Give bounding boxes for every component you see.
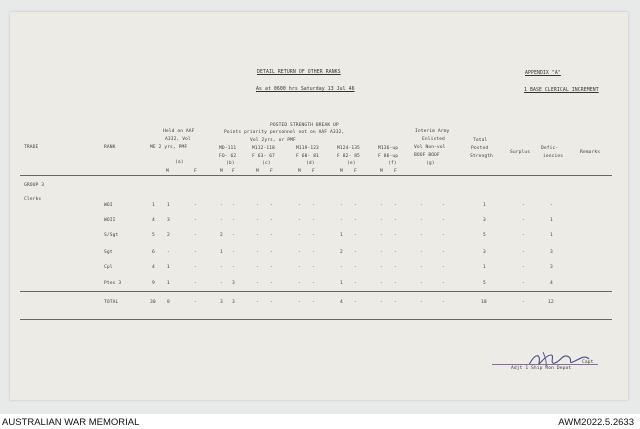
row-total-posted: 1 [483, 203, 486, 208]
band-c-line1: M112-118 [252, 146, 275, 151]
row-cell: - [194, 281, 197, 286]
row-cell: - [354, 281, 357, 286]
row-cell: - [298, 203, 301, 208]
totals-surplus: - [522, 300, 525, 305]
row-cell: - [270, 281, 273, 286]
row-cell: - [232, 203, 235, 208]
sex-subheading: M [220, 169, 223, 174]
row-deficiencies: 3 [550, 250, 553, 255]
row-cell: - [194, 233, 197, 238]
row-cell: - [420, 233, 423, 238]
row-cell: 1 [167, 203, 170, 208]
row-cell: - [220, 218, 223, 223]
row-cell: - [270, 203, 273, 208]
row-cell: 1 [220, 250, 223, 255]
totals-cell: - [420, 300, 423, 305]
trade-label: Clerks [24, 197, 42, 202]
row-cell: - [420, 281, 423, 286]
sex-subheading: F [354, 169, 357, 174]
col-posted-line2: Points priority personnel not on AAF A332, [224, 130, 345, 135]
totals-cell: - [394, 300, 397, 305]
totals-cell: - [298, 300, 301, 305]
row-cell: - [270, 265, 273, 270]
row-cell: 1 [340, 233, 343, 238]
sex-subheading: F [312, 169, 315, 174]
row-surplus: - [522, 250, 525, 255]
col-remarks: Remarks [580, 150, 601, 155]
col-held-line1: Held on AAF [163, 129, 195, 134]
unit-name: 1 BASE CLERICAL INCREMENT [524, 88, 599, 93]
band-f-line1: M136-up [378, 146, 399, 151]
row-cell: - [298, 265, 301, 270]
row-cell: 1 [167, 265, 170, 270]
row-rank: Cpl [104, 265, 113, 270]
row-cell: - [298, 281, 301, 286]
row-cell: - [194, 203, 197, 208]
row-cell: - [394, 250, 397, 255]
row-cell: - [256, 250, 259, 255]
col-interim-line3: Vol Non-vol [414, 145, 446, 150]
row-cell: - [380, 233, 383, 238]
col-total-line1: Total [473, 138, 488, 143]
row-cell: - [232, 250, 235, 255]
sex-subheading: F [394, 169, 397, 174]
totals-total-posted: 18 [481, 300, 487, 305]
row-cell: - [312, 281, 315, 286]
row-surplus: - [522, 203, 525, 208]
col-total-line3: Strength [470, 154, 493, 159]
appendix-label: APPENDIX "A" [525, 71, 561, 76]
row-cell: - [442, 233, 445, 238]
row-cell: - [380, 281, 383, 286]
band-e-line2: F 82- 85 [337, 154, 360, 159]
col-posted-line3: Vol 2yrs, or PMF [250, 138, 296, 143]
group-label: GROUP 3 [24, 183, 45, 188]
col-held-line2: A332, Vol [165, 137, 191, 142]
row-cell: - [442, 218, 445, 223]
row-cell: - [420, 218, 423, 223]
row-cell: 6 [152, 250, 155, 255]
row-cell: 9 [152, 281, 155, 286]
totals-cell: 8 [167, 300, 170, 305]
row-cell: - [354, 233, 357, 238]
band-b-line2: FO- 62 [219, 154, 237, 159]
sex-subheading: M [340, 169, 343, 174]
totals-cell: - [354, 300, 357, 305]
totals-top-rule [20, 291, 612, 292]
band-f-line2: F 86-up [378, 154, 399, 159]
row-cell: 1 [340, 281, 343, 286]
sex-subheading: M [166, 169, 169, 174]
archive-footer [0, 414, 640, 429]
row-cell: - [298, 250, 301, 255]
band-d-line2: F 68- 81 [296, 154, 319, 159]
totals-cell: 30 [150, 300, 156, 305]
col-defic-line1: Defic- [541, 146, 559, 151]
totals-cell: - [270, 300, 273, 305]
sex-subheading: F [194, 169, 197, 174]
totals-cell: - [442, 300, 445, 305]
row-cell: 2 [167, 233, 170, 238]
col-interim-line1: Interim Army [415, 129, 450, 134]
col-defic-line2: iencies [543, 154, 564, 159]
row-total-posted: 5 [483, 281, 486, 286]
row-rank: Sgt [104, 250, 113, 255]
row-rank: S/Sgt [104, 233, 119, 238]
row-cell: - [394, 233, 397, 238]
row-cell: 4 [152, 265, 155, 270]
row-rank: Ptes 3 [104, 281, 122, 286]
row-cell: - [256, 203, 259, 208]
col-trade: TRADE [24, 145, 39, 150]
signature-rank: Capt [582, 360, 594, 365]
row-cell: - [312, 265, 315, 270]
totals-cell: - [312, 300, 315, 305]
row-total-posted: 5 [483, 233, 486, 238]
row-deficiencies: 3 [550, 265, 553, 270]
document-title: DETAIL RETURN OF OTHER RANKS [257, 70, 341, 75]
row-cell: - [380, 203, 383, 208]
row-cell: - [194, 250, 197, 255]
row-cell: - [394, 281, 397, 286]
row-cell: - [232, 233, 235, 238]
col-rank: RANK [104, 145, 116, 150]
col-interim-line2: Enlisted [422, 137, 445, 142]
row-cell: - [298, 218, 301, 223]
row-total-posted: 1 [483, 265, 486, 270]
row-cell: - [420, 203, 423, 208]
band-c-line3: (c) [262, 161, 271, 166]
row-cell: - [354, 218, 357, 223]
row-cell: - [256, 265, 259, 270]
row-cell: 4 [152, 218, 155, 223]
row-deficiencies: - [550, 203, 553, 208]
row-cell: - [312, 203, 315, 208]
row-cell: - [256, 281, 259, 286]
sex-subheading: F [232, 169, 235, 174]
row-cell: - [420, 265, 423, 270]
totals-cell: 3 [220, 300, 223, 305]
row-surplus: - [522, 233, 525, 238]
row-cell: - [340, 265, 343, 270]
row-cell: - [394, 218, 397, 223]
signature-title: Adjt 1 Ship Ron Depot [511, 366, 572, 371]
row-cell: - [380, 265, 383, 270]
col-held-label-a: (a) [175, 160, 184, 165]
row-cell: - [194, 265, 197, 270]
row-cell: - [340, 203, 343, 208]
row-cell: - [167, 250, 170, 255]
row-cell: - [232, 218, 235, 223]
row-cell: - [380, 250, 383, 255]
sex-subheading: F [270, 169, 273, 174]
row-cell: 2 [340, 250, 343, 255]
totals-cell: - [194, 300, 197, 305]
totals-bottom-rule [20, 319, 612, 320]
row-cell: - [312, 233, 315, 238]
totals-cell: - [380, 300, 383, 305]
row-surplus: - [522, 281, 525, 286]
band-e-line3: (e) [347, 161, 356, 166]
row-cell: - [256, 218, 259, 223]
header-rule [20, 175, 612, 176]
band-f-line3: (f) [388, 161, 397, 166]
row-cell: - [442, 281, 445, 286]
row-cell: 3 [232, 281, 235, 286]
totals-cell: 3 [232, 300, 235, 305]
row-cell: - [270, 233, 273, 238]
row-cell: - [298, 233, 301, 238]
row-cell: 1 [152, 203, 155, 208]
row-rank: WOI [104, 203, 113, 208]
band-d-line1: M119-123 [296, 146, 319, 151]
band-b-line3: (b) [226, 161, 235, 166]
document-date: As at 0600 hrs Saturday 13 Jul 46 [256, 87, 355, 92]
row-surplus: - [522, 218, 525, 223]
col-surplus: Surplus [510, 150, 531, 155]
row-surplus: - [522, 265, 525, 270]
band-e-line1: M124-135 [337, 146, 360, 151]
row-deficiencies: 1 [550, 218, 553, 223]
row-cell: - [340, 218, 343, 223]
row-cell: - [380, 218, 383, 223]
row-cell: - [420, 250, 423, 255]
row-deficiencies: 1 [550, 233, 553, 238]
totals-cell: - [256, 300, 259, 305]
row-cell: - [442, 265, 445, 270]
row-cell: - [442, 250, 445, 255]
row-cell: 2 [220, 233, 223, 238]
row-cell: - [220, 281, 223, 286]
sex-subheading: M [256, 169, 259, 174]
band-d-line3: (d) [306, 161, 315, 166]
row-cell: - [220, 265, 223, 270]
row-cell: - [220, 203, 223, 208]
row-rank: WOII [104, 218, 116, 223]
totals-cell: 4 [340, 300, 343, 305]
row-cell: - [270, 250, 273, 255]
row-deficiencies: 4 [550, 281, 553, 286]
row-total-posted: 3 [483, 218, 486, 223]
row-cell: - [194, 218, 197, 223]
band-b-line1: MD-111 [219, 146, 237, 151]
footer-accession-number: AWM2022.5.2633 [558, 417, 634, 428]
col-total-line2: Posted [471, 146, 489, 151]
row-cell: - [312, 250, 315, 255]
row-cell: - [442, 203, 445, 208]
sex-subheading: M [298, 169, 301, 174]
row-total-posted: 3 [483, 250, 486, 255]
band-c-line2: F 63- 67 [252, 154, 275, 159]
totals-deficiencies: 12 [548, 300, 554, 305]
row-cell: - [256, 233, 259, 238]
totals-label: TOTAL [104, 300, 119, 305]
row-cell: - [312, 218, 315, 223]
row-cell: - [354, 265, 357, 270]
row-cell: - [354, 250, 357, 255]
row-cell: - [394, 203, 397, 208]
row-cell: 1 [167, 281, 170, 286]
sex-subheading: M [380, 169, 383, 174]
row-cell: 3 [167, 218, 170, 223]
col-held-line3: ME 2 yrs, PMF [150, 145, 188, 150]
row-cell: - [270, 218, 273, 223]
footer-institution: AUSTRALIAN WAR MEMORIAL [2, 417, 140, 428]
row-cell: 5 [152, 233, 155, 238]
row-cell: - [232, 265, 235, 270]
col-interim-line5: (g) [426, 161, 435, 166]
col-interim-line4: BOOF BOOF [414, 153, 440, 158]
row-cell: - [394, 265, 397, 270]
row-cell: - [354, 203, 357, 208]
col-posted-line1: POSTED STRENGTH BREAK UP [270, 123, 339, 128]
